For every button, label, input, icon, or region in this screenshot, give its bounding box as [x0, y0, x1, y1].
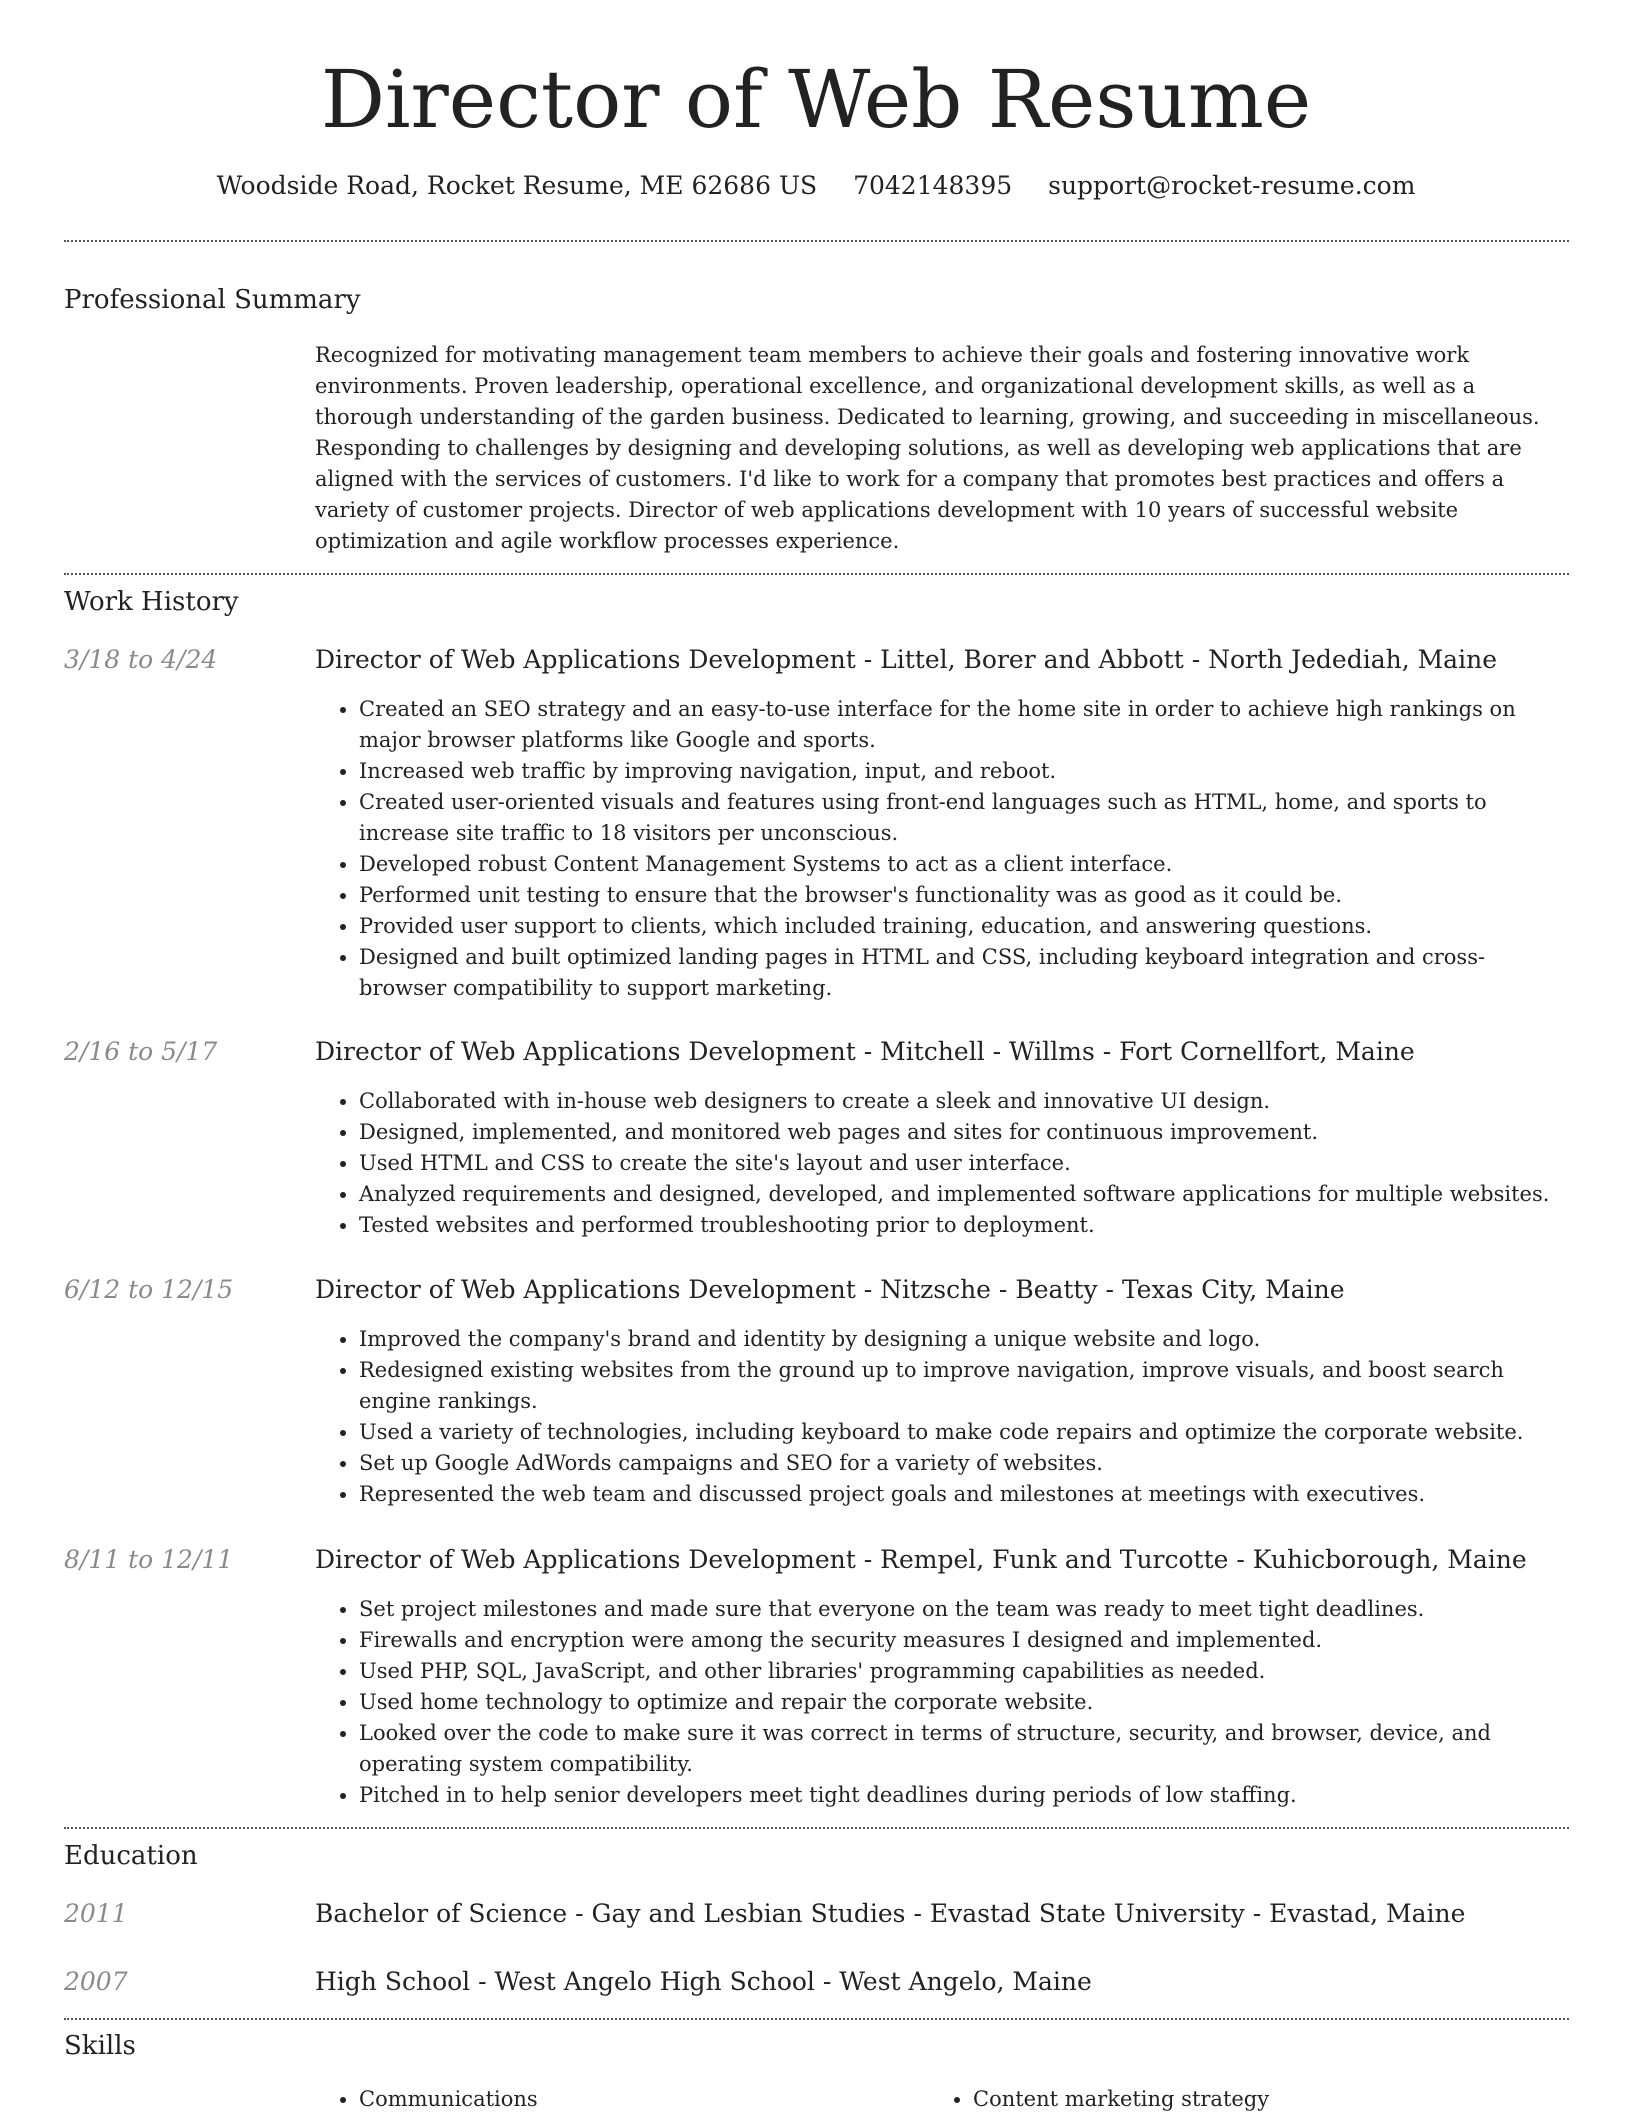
list-item: • Pitched in to help senior developers meet tight deadlines during periods of low staffing. [359, 1780, 1570, 1811]
list-item: • Tested websites and performed troubleshooting prior to deployment. [359, 1210, 1570, 1241]
list-item: • Increased web traffic by improving navigation, input, and reboot. [359, 756, 1570, 787]
list-item: • Created user-oriented visuals and features using front-end languages such as HTML, home, and sports to increase site traffic to 18 visitors per unconscious. [359, 787, 1570, 849]
list-item: • Used home technology to optimize and repair the corporate website. [359, 1687, 1570, 1718]
job-bullet-list [315, 1086, 1570, 1241]
section-heading-education: Education [64, 1841, 198, 1871]
education-year: 2011 [64, 1899, 128, 1928]
contact-email: support@rocket-resume.com [1048, 171, 1416, 200]
list-item: • Redesigned existing websites from the ground up to improve navigation, improve visuals, and boost search engine rankings. [359, 1355, 1570, 1417]
section-heading-summary: Professional Summary [64, 285, 361, 315]
job-dates: 6/12 to 12/15 [64, 1275, 234, 1304]
skill-item: • Content marketing strategy [973, 2084, 1573, 2115]
list-item: • Set up Google AdWords campaigns and SEO for a variety of websites. [359, 1448, 1570, 1479]
job-dates: 8/11 to 12/11 [64, 1545, 234, 1574]
list-item: • Collaborated with in-house web designers to create a sleek and innovative UI design. [359, 1086, 1570, 1117]
list-item: • Designed, implemented, and monitored web pages and sites for continuous improvement. [359, 1117, 1570, 1148]
job-title: Director of Web Applications Development - Mitchell - Willms - Fort Cornellfort, Maine [315, 1037, 1415, 1066]
list-item: • Looked over the code to make sure it was correct in terms of structure, security, and browser, device, and operating system compatibility. [359, 1718, 1570, 1780]
list-item: • Analyzed requirements and designed, developed, and implemented software applications for multiple websites. [359, 1179, 1570, 1210]
list-item: • Performed unit testing to ensure that the browser's functionality was as good as it could be. [359, 880, 1570, 911]
job-bullet-list [315, 694, 1570, 1004]
resume-title: Director of Web Resume [320, 53, 1312, 146]
job-bullet-list [315, 1594, 1570, 1811]
list-item: • Used a variety of technologies, including keyboard to make code repairs and optimize the corporate website. [359, 1417, 1570, 1448]
list-item: • Created an SEO strategy and an easy-to-use interface for the home site in order to achieve high rankings on major browser platforms like Google and sports. [359, 694, 1570, 756]
education-year: 2007 [64, 1967, 128, 1996]
skills-list-right [929, 2084, 1573, 2115]
job-bullet-list [315, 1324, 1570, 1510]
contact-phone: 7042148395 [853, 171, 1013, 200]
education-title: Bachelor of Science - Gay and Lesbian Studies - Evastad State University - Evastad, Maine [315, 1899, 1466, 1928]
job-title: Director of Web Applications Development - Littel, Borer and Abbott - North Jedediah, Maine [315, 645, 1497, 674]
education-title: High School - West Angelo High School - West Angelo, Maine [315, 1967, 1092, 1996]
list-item: • Designed and built optimized landing pages in HTML and CSS, including keyboard integration and cross-browser compatibility to support marketing. [359, 942, 1570, 1004]
list-item: • Provided user support to clients, which included training, education, and answering questions. [359, 911, 1570, 942]
divider [64, 240, 1569, 242]
job-title: Director of Web Applications Development - Rempel, Funk and Turcotte - Kuhicborough, Maine [315, 1545, 1527, 1574]
skill-item: • Communications [359, 2084, 959, 2115]
list-item: • Represented the web team and discussed project goals and milestones at meetings with executives. [359, 1479, 1570, 1510]
list-item: • Firewalls and encryption were among the security measures I designed and implemented. [359, 1625, 1570, 1656]
list-item: • Improved the company's brand and identity by designing a unique website and logo. [359, 1324, 1570, 1355]
divider [64, 573, 1569, 575]
list-item: • Developed robust Content Management Systems to act as a client interface. [359, 849, 1570, 880]
section-heading-work-history: Work History [64, 587, 239, 617]
job-dates: 2/16 to 5/17 [64, 1037, 218, 1066]
divider [64, 1827, 1569, 1829]
job-title: Director of Web Applications Development - Nitzsche - Beatty - Texas City, Maine [315, 1275, 1345, 1304]
section-heading-skills: Skills [64, 2031, 136, 2061]
contact-address: Woodside Road, Rocket Resume, ME 62686 US [216, 171, 818, 200]
summary-text: Recognized for motivating management team members to achieve their goals and fostering innovative work environments. Proven leadership, operational excellence, and organizational development skills, as well as a thorough understanding of the garden business. Dedicated to learning, growing, and succeeding in miscellaneous. Responding to challenges by designing and developing solutions, as well as developing web applications that are aligned with the services of customers. I'd like to work for a company that promotes best practices and offers a variety of customer projects. Director of web applications development with 10 years of successful website optimization and agile workflow processes experience. [315, 343, 1540, 553]
skills-list-left [315, 2084, 959, 2115]
job-dates: 3/18 to 4/24 [64, 645, 218, 674]
list-item: • Set project milestones and made sure that everyone on the team was ready to meet tight deadlines. [359, 1594, 1570, 1625]
list-item: • Used HTML and CSS to create the site's layout and user interface. [359, 1148, 1570, 1179]
list-item: • Used PHP, SQL, JavaScript, and other libraries' programming capabilities as needed. [359, 1656, 1570, 1687]
divider [64, 2018, 1569, 2020]
contact-line [0, 170, 1632, 202]
